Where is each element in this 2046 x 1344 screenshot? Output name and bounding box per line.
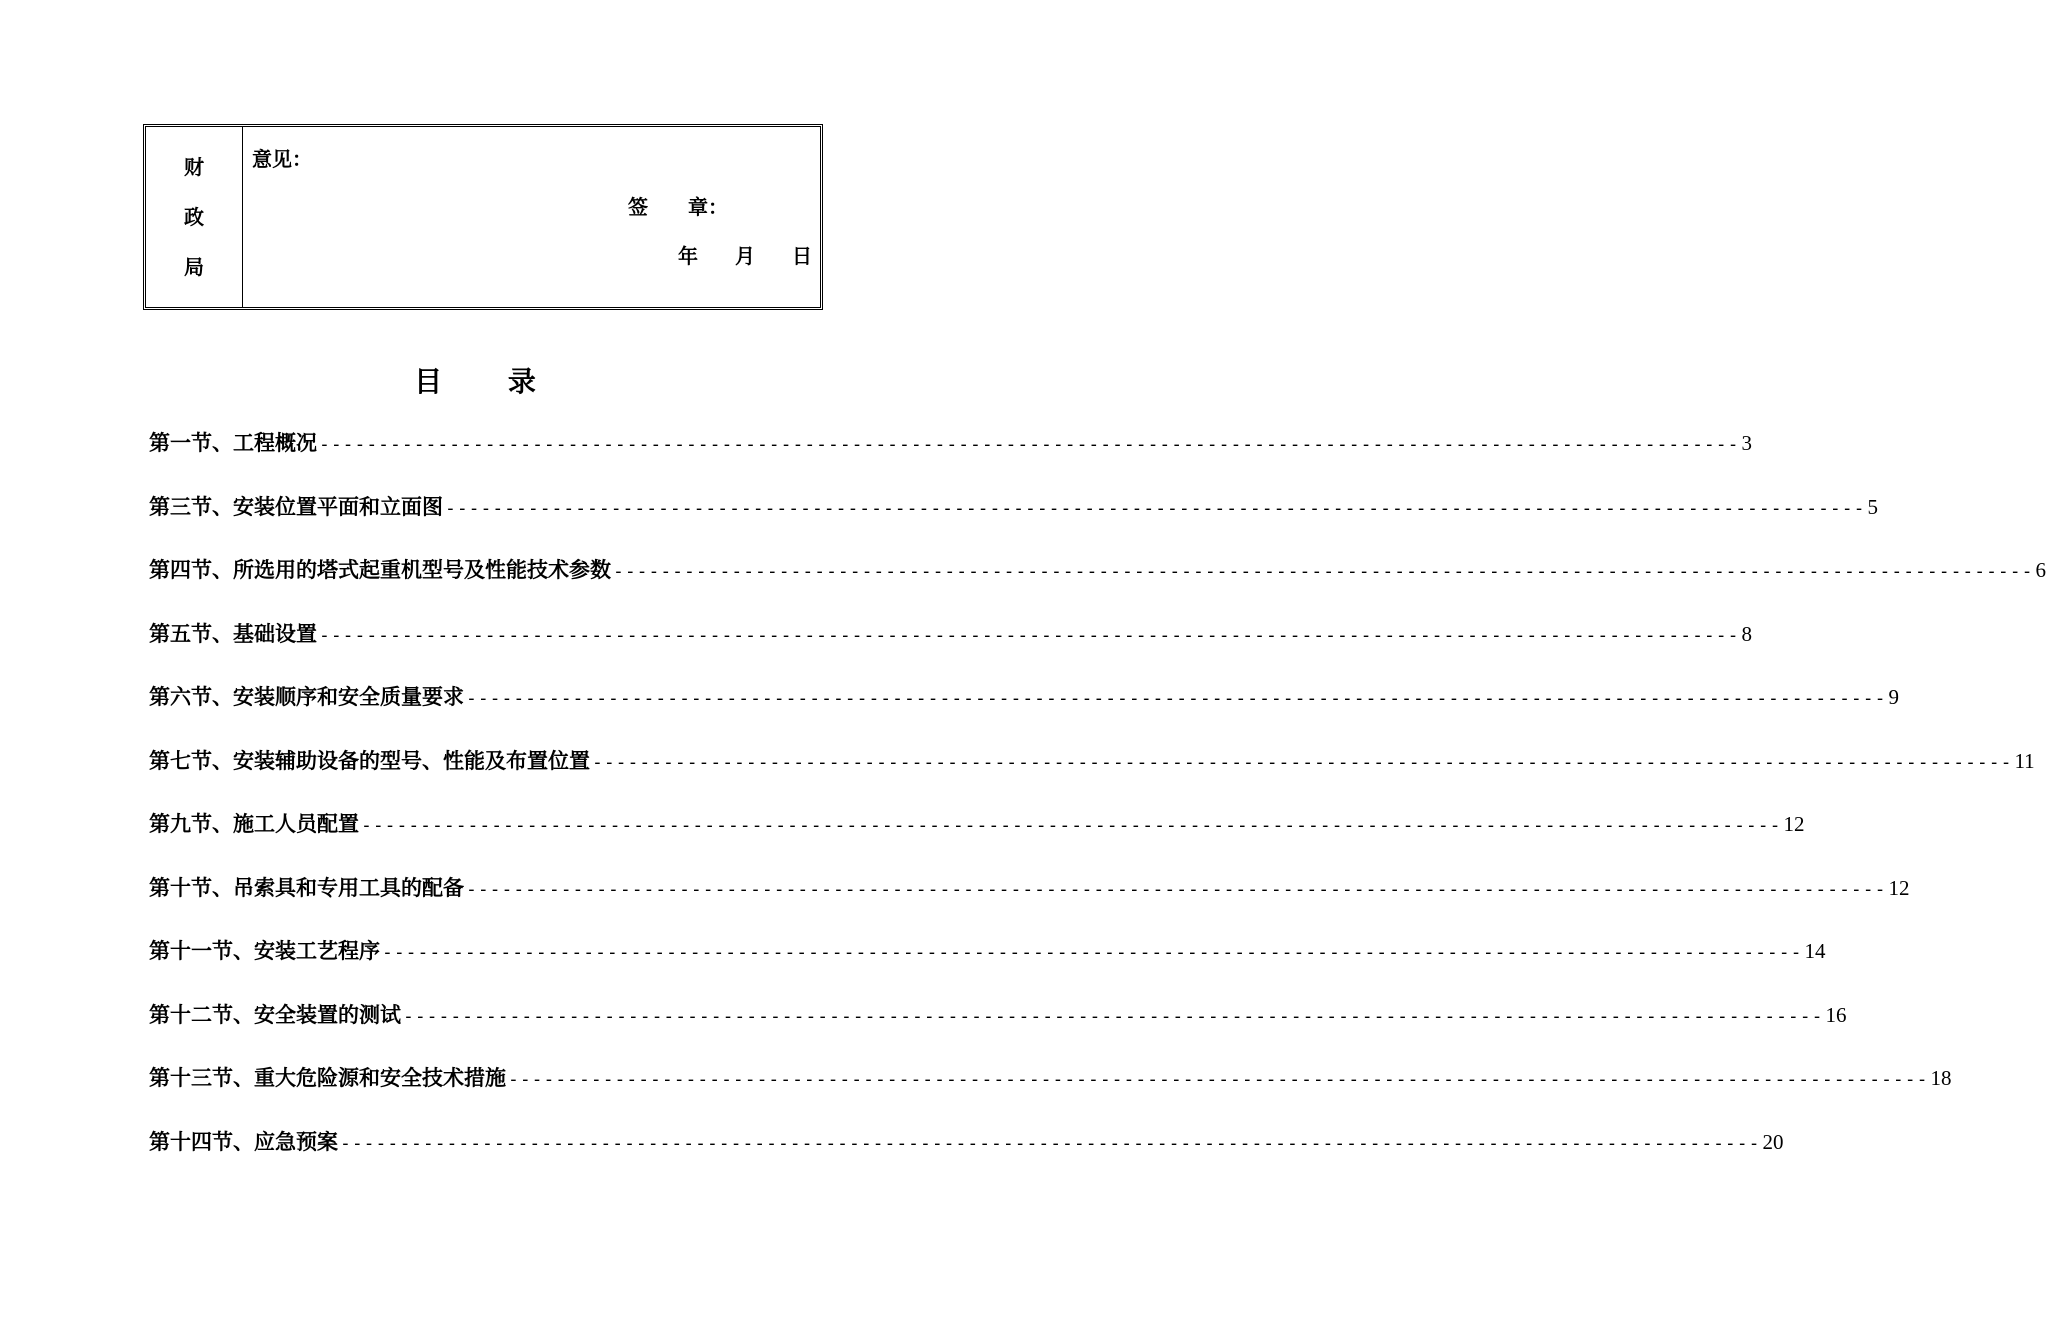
toc-item[interactable] bbox=[149, 1124, 1784, 1188]
toc-item[interactable] bbox=[149, 679, 1899, 743]
toc-leader: ------------------------------------------------------------------------------------------------------------------------ bbox=[613, 561, 2034, 582]
toc-item-label: 第三节、安装位置平面和立面图 bbox=[149, 493, 443, 519]
department-cell bbox=[146, 127, 243, 307]
toc-item-page: 5 bbox=[1867, 494, 1878, 519]
toc-item-page: 12 bbox=[1783, 812, 1805, 836]
toc-leader: ------------------------------------------------------------------------------------------------------------------------ bbox=[319, 434, 1740, 455]
toc-item[interactable] bbox=[149, 933, 1826, 997]
toc-item-page: 6 bbox=[2035, 558, 2046, 582]
toc-item-label: 第六节、安装顺序和安全质量要求 bbox=[149, 684, 464, 709]
toc-item-label: 第七节、安装辅助设备的型号、性能及布置位置 bbox=[149, 747, 590, 773]
date-day: 日 bbox=[792, 244, 812, 268]
toc-item-page: 11 bbox=[2014, 748, 2035, 773]
toc-item-page: 12 bbox=[1888, 875, 1910, 900]
date-row bbox=[678, 240, 812, 269]
toc-leader: ------------------------------------------------------------------------------------------------------------------------ bbox=[319, 624, 1740, 646]
toc-item[interactable] bbox=[149, 552, 2046, 616]
opinion-label: 意见： bbox=[252, 147, 312, 171]
toc-item[interactable] bbox=[149, 616, 1752, 680]
toc-item-label: 第十三节、重大危险源和安全技术措施 bbox=[149, 1065, 506, 1090]
toc-leader: ------------------------------------------------------------------------------------------------------------------------ bbox=[403, 1005, 1824, 1027]
toc-item-label: 第四节、所选用的塔式起重机型号及性能技术参数 bbox=[149, 557, 611, 582]
toc-item-page: 16 bbox=[1825, 1002, 1847, 1027]
toc-item[interactable] bbox=[149, 425, 1752, 489]
toc-item-page: 20 bbox=[1762, 1129, 1784, 1154]
opinion-cell bbox=[243, 127, 820, 307]
toc-leader: ------------------------------------------------------------------------------------------------------------------------ bbox=[361, 815, 1782, 836]
toc-item-label: 第五节、基础设置 bbox=[149, 620, 317, 646]
toc-item[interactable] bbox=[149, 1060, 1952, 1124]
approval-table bbox=[143, 124, 823, 310]
toc-item[interactable] bbox=[149, 806, 1805, 870]
toc-leader: ------------------------------------------------------------------------------------------------------------------------ bbox=[340, 1132, 1761, 1154]
toc-item-page: 9 bbox=[1888, 685, 1899, 709]
toc-item-label: 第十二节、安全装置的测试 bbox=[149, 1001, 401, 1027]
toc-title: 目 录 bbox=[414, 365, 564, 398]
date-month: 月 bbox=[735, 244, 755, 268]
toc-item-label: 第九节、施工人员配置 bbox=[149, 811, 359, 836]
toc-leader: ------------------------------------------------------------------------------------------------------------------------ bbox=[466, 878, 1887, 900]
toc-item[interactable] bbox=[149, 997, 1847, 1061]
toc-leader: ------------------------------------------------------------------------------------------------------------------------ bbox=[445, 497, 1866, 519]
toc-item-page: 14 bbox=[1804, 939, 1826, 963]
toc-leader: ------------------------------------------------------------------------------------------------------------------------ bbox=[508, 1069, 1929, 1090]
toc-item-page: 18 bbox=[1930, 1066, 1952, 1090]
toc-item-label: 第十一节、安装工艺程序 bbox=[149, 938, 380, 963]
department-char: 财 bbox=[184, 155, 204, 179]
toc-leader: ------------------------------------------------------------------------------------------------------------------------ bbox=[466, 688, 1887, 709]
toc-leader: ------------------------------------------------------------------------------------------------------------------------ bbox=[382, 942, 1803, 963]
department-char: 政 bbox=[184, 205, 204, 229]
toc-item-page: 8 bbox=[1741, 621, 1752, 646]
toc-leader: ------------------------------------------------------------------------------------------------------------------------ bbox=[592, 751, 2013, 773]
toc-list bbox=[149, 425, 2046, 1187]
toc-item-page: 3 bbox=[1741, 431, 1752, 455]
date-year: 年 bbox=[678, 244, 698, 268]
toc-item[interactable] bbox=[149, 870, 1910, 934]
toc-item[interactable] bbox=[149, 489, 1878, 553]
toc-item-label: 第一节、工程概况 bbox=[149, 430, 317, 455]
sign-label: 签 章： bbox=[628, 195, 728, 219]
toc-item[interactable] bbox=[149, 743, 2035, 807]
toc-item-label: 第十四节、应急预案 bbox=[149, 1128, 338, 1154]
department-char: 局 bbox=[184, 255, 204, 279]
toc-item-label: 第十节、吊索具和专用工具的配备 bbox=[149, 874, 464, 900]
